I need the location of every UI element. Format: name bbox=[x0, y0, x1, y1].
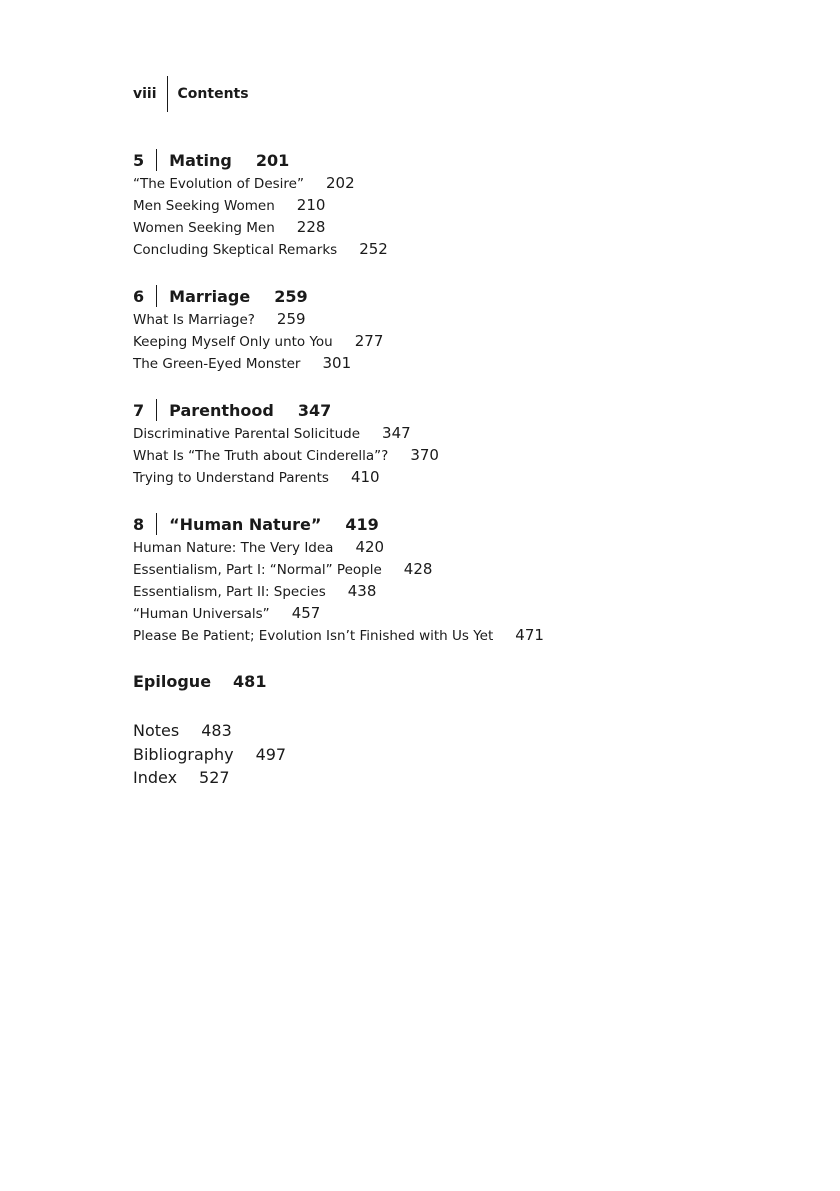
chapter-page: 259 bbox=[274, 286, 308, 306]
chapter-7 bbox=[133, 399, 439, 488]
toc-entry[interactable] bbox=[133, 444, 439, 466]
entry-title: What Is “The Truth about Cinderella”? bbox=[133, 448, 389, 464]
toc-entry[interactable] bbox=[133, 422, 439, 444]
entry-title: Trying to Understand Parents bbox=[133, 470, 329, 486]
entry-title: “The Evolution of Desire” bbox=[133, 176, 304, 192]
entry-title: Essentialism, Part II: Species bbox=[133, 584, 326, 600]
running-head-title: Contents bbox=[177, 86, 249, 102]
entry-title: “Human Universals” bbox=[133, 606, 270, 622]
chapter-title: “Human Nature” bbox=[169, 514, 322, 534]
entry-page: 497 bbox=[255, 744, 287, 764]
entry-title: Human Nature: The Very Idea bbox=[133, 540, 334, 556]
toc-entry[interactable] bbox=[133, 308, 383, 330]
chapter-heading[interactable] bbox=[133, 149, 388, 171]
entry-title: Keeping Myself Only unto You bbox=[133, 334, 333, 350]
backmatter-index[interactable] bbox=[133, 766, 286, 790]
backmatter-notes[interactable] bbox=[133, 719, 286, 743]
toc-entry[interactable] bbox=[133, 536, 544, 558]
entry-page: 428 bbox=[403, 560, 433, 578]
chapter-number: 8 bbox=[133, 514, 145, 534]
chapter-heading[interactable] bbox=[133, 399, 439, 421]
chapter-number: 5 bbox=[133, 150, 145, 170]
running-head bbox=[133, 76, 249, 112]
entry-title: Women Seeking Men bbox=[133, 220, 275, 236]
entry-title: Concluding Skeptical Remarks bbox=[133, 242, 338, 258]
toc-entry[interactable] bbox=[133, 624, 544, 646]
chapter-title: Parenthood bbox=[169, 400, 274, 420]
chapter-number: 6 bbox=[133, 286, 145, 306]
chapter-page: 201 bbox=[255, 150, 290, 170]
toc-entry[interactable] bbox=[133, 558, 544, 580]
entry-title: Essentialism, Part I: “Normal” People bbox=[133, 562, 382, 578]
toc-entry[interactable] bbox=[133, 580, 544, 602]
toc-entry[interactable] bbox=[133, 172, 388, 194]
epilogue-page: 481 bbox=[233, 672, 267, 691]
entry-page: 483 bbox=[201, 721, 232, 740]
epilogue-title: Epilogue bbox=[133, 672, 212, 691]
entry-page: 228 bbox=[296, 218, 326, 236]
page-folio: viii bbox=[133, 86, 157, 102]
entry-page: 301 bbox=[322, 354, 352, 372]
entry-page: 420 bbox=[355, 538, 385, 556]
chapter-title: Marriage bbox=[169, 286, 251, 306]
entry-title: The Green-Eyed Monster bbox=[133, 356, 301, 372]
entry-title: Index bbox=[133, 768, 178, 787]
entry-page: 457 bbox=[291, 604, 321, 622]
entry-title: Notes bbox=[133, 721, 180, 740]
entry-title: Please Be Patient; Evolution Isn’t Finished with Us Yet bbox=[133, 628, 494, 644]
backmatter-list bbox=[133, 719, 286, 790]
chapter-heading[interactable] bbox=[133, 285, 383, 307]
entry-page: 438 bbox=[347, 582, 377, 600]
toc-entry[interactable] bbox=[133, 466, 439, 488]
entry-title: Men Seeking Women bbox=[133, 198, 275, 214]
chapter-5 bbox=[133, 149, 388, 260]
entry-page: 259 bbox=[276, 310, 306, 328]
entry-title: Bibliography bbox=[133, 744, 234, 764]
entry-page: 410 bbox=[350, 468, 380, 486]
entry-page: 527 bbox=[199, 768, 230, 787]
entry-page: 277 bbox=[354, 332, 384, 350]
chapter-number: 7 bbox=[133, 400, 145, 420]
epilogue-entry[interactable] bbox=[133, 671, 266, 693]
backmatter-bibliography[interactable] bbox=[133, 743, 286, 767]
toc-entry[interactable] bbox=[133, 352, 383, 374]
chapter-divider bbox=[156, 399, 157, 421]
toc-entry[interactable] bbox=[133, 194, 388, 216]
entry-title: What Is Marriage? bbox=[133, 312, 255, 328]
entry-page: 471 bbox=[515, 626, 544, 644]
toc-entry[interactable] bbox=[133, 238, 388, 260]
toc-entry[interactable] bbox=[133, 216, 388, 238]
entry-page: 202 bbox=[325, 174, 355, 192]
toc-entry[interactable] bbox=[133, 330, 383, 352]
chapter-divider bbox=[156, 285, 157, 307]
entry-page: 210 bbox=[296, 196, 326, 214]
chapter-divider bbox=[156, 513, 157, 535]
entry-page: 252 bbox=[359, 240, 388, 258]
entry-title: Discriminative Parental Solicitude bbox=[133, 426, 361, 442]
chapter-heading[interactable] bbox=[133, 513, 544, 535]
toc-entry[interactable] bbox=[133, 602, 544, 624]
chapter-page: 419 bbox=[345, 514, 379, 534]
entry-page: 370 bbox=[410, 446, 439, 464]
chapter-6 bbox=[133, 285, 383, 374]
entry-page: 347 bbox=[382, 424, 411, 442]
chapter-title: Mating bbox=[169, 150, 232, 170]
chapter-8 bbox=[133, 513, 544, 646]
chapter-divider bbox=[156, 149, 157, 171]
chapter-page: 347 bbox=[297, 400, 332, 420]
